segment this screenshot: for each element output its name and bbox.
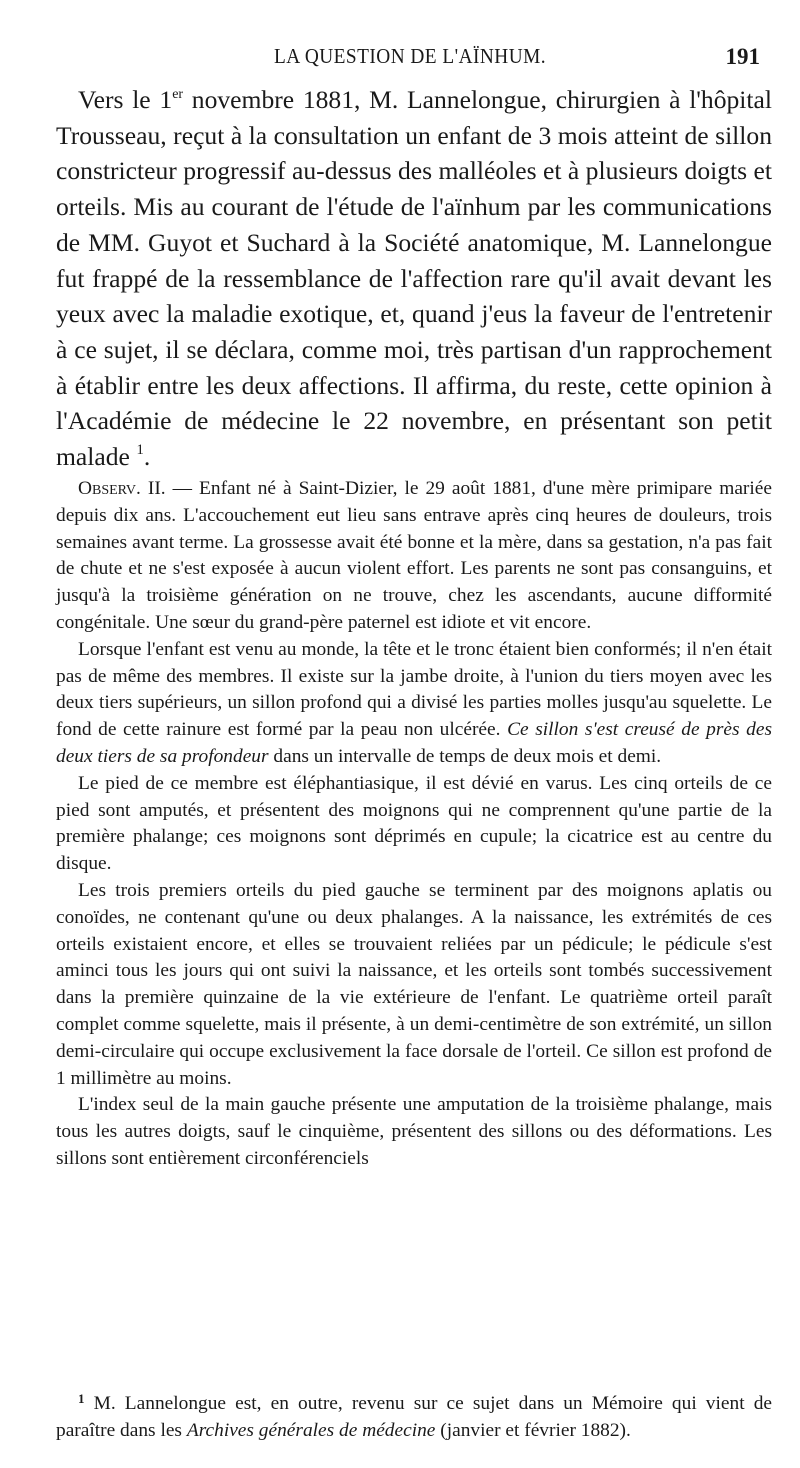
observation-paragraph-5: L'index seul de la main gauche présente une amputation de la troisième phalange, mais tous les autres doigts, sauf le cinquième, présentent des sillons ou des déformations. Les sillons sont entièrement circonférenciels <box>56 1094 772 1169</box>
observation-label: Observ. II. <box>78 478 166 499</box>
footnote-text-1: M. Lannelongue est, en outre, revenu sur ce sujet dans un Mémoire qui vient de paraître dans les <box>56 1393 772 1441</box>
page-header <box>60 44 760 72</box>
observation-text-2b: dans un intervalle de temps de deux mois et demi. <box>268 745 662 767</box>
observation-text-1: — Enfant né à Saint-Dizier, le 29 août 1881, d'une mère primipare mariée depuis dix ans. L'accouchement eut lieu sans entrave après cinq heures de douleurs, trois semaines avant terme. La grossesse avait été bonne et la mère, dans sa gestation, n'a pas fait de chute et ne s'est exposée à aucun violent effort. Les parents ne sont pas consanguins, et jusqu'à la troisième génération on ne trouve, chez les ascendants, aucune difformité congénitale. Une sœur du grand-père paternel est idiote et vit encore. <box>56 478 772 633</box>
intro-paragraph <box>56 82 772 475</box>
observation-paragraph-4: Les trois premiers orteils du pied gauche se terminent par des moignons aplatis ou conoïdes, ne contenant qu'une ou deux phalanges. A la naissance, les extrémités de ces orteils existaient encore, et elles se trouvaient reliées par un pédicule; le pédicule s'est aminci tous les jours qui ont suivi la naissance, et les orteils sont tombés successivement dans la première quinzaine de la vie extérieure de l'enfant. Le quatrième orteil paraît complet comme squelette, mais il présente, à un demi-centimètre de son extrémité, un sillon demi-circulaire qui occupe exclusivement la face dorsale de l'orteil. Ce sillon est profond de 1 millimètre au moins. <box>56 879 772 1089</box>
footnote-mark: 1 <box>78 1391 85 1406</box>
observation-text-2a: Lorsque l'enfant est venu au monde, la tête et le tronc étaient bien conformés; il n'en était pas de même des membres. Il existe sur la jambe droite, à l'union du tiers moyen avec les deux tiers supérieurs, un sillon profond qui a divisé les parties molles jusqu'au squelette. Le fond de cette rainure est formé par la peau non ulcérée. <box>56 638 772 741</box>
ordinal-superscript: er <box>172 87 184 102</box>
observation-block <box>56 476 772 1173</box>
footnote <box>56 1391 772 1444</box>
intro-text-start: Vers le 1 <box>78 85 173 114</box>
page-number: 191 <box>725 44 760 69</box>
observation-paragraph-3: Le pied de ce membre est éléphantiasique, il est dévié en varus. Les cinq orteils de ce pied sont amputés, et présentent des moignons qui ne comprennent qu'une partie de la première phalange; ces moignons sont déprimés en cupule; la cicatrice est au centre du disque. <box>56 772 772 875</box>
observation-paragraph-1 <box>56 476 772 637</box>
intro-text-body: novembre 1881, M. Lannelongue, chirurgien à l'hôpital Trousseau, reçut à la consultation un enfant de 3 mois atteint de sillon constricteur progressif au-dessus des malléoles et à plusieurs doigts et orteils. Mis au courant de l'étude de l'aïnhum par les communications de MM. Guyot et Suchard à la Société anatomique, M. Lannelongue fut frappé de la ressemblance de l'affection rare qu'il avait devant les yeux avec la maladie exotique, et, quand j'eus la faveur de l'entretenir à ce sujet, il se déclara, comme moi, très partisan d'un rapprochement à établir entre les deux affections. Il affirma, du reste, cette opinion à l'Académie de médecine le 22 novembre, en présentant son petit malade <box>56 85 773 472</box>
observation-paragraph-2 <box>56 637 772 771</box>
footnote-text-2: (janvier et février 1882). <box>435 1419 631 1441</box>
intro-text-end: . <box>143 442 151 472</box>
running-title: LA QUESTION DE L'AÏNHUM. <box>273 44 547 68</box>
footnote-reference: 1 <box>136 442 144 459</box>
observation-emphasis: Ce sillon s'est creusé de près des deux tiers de sa profondeur <box>56 719 772 767</box>
footnote-journal-title: Archives générales de médecine <box>186 1419 436 1441</box>
